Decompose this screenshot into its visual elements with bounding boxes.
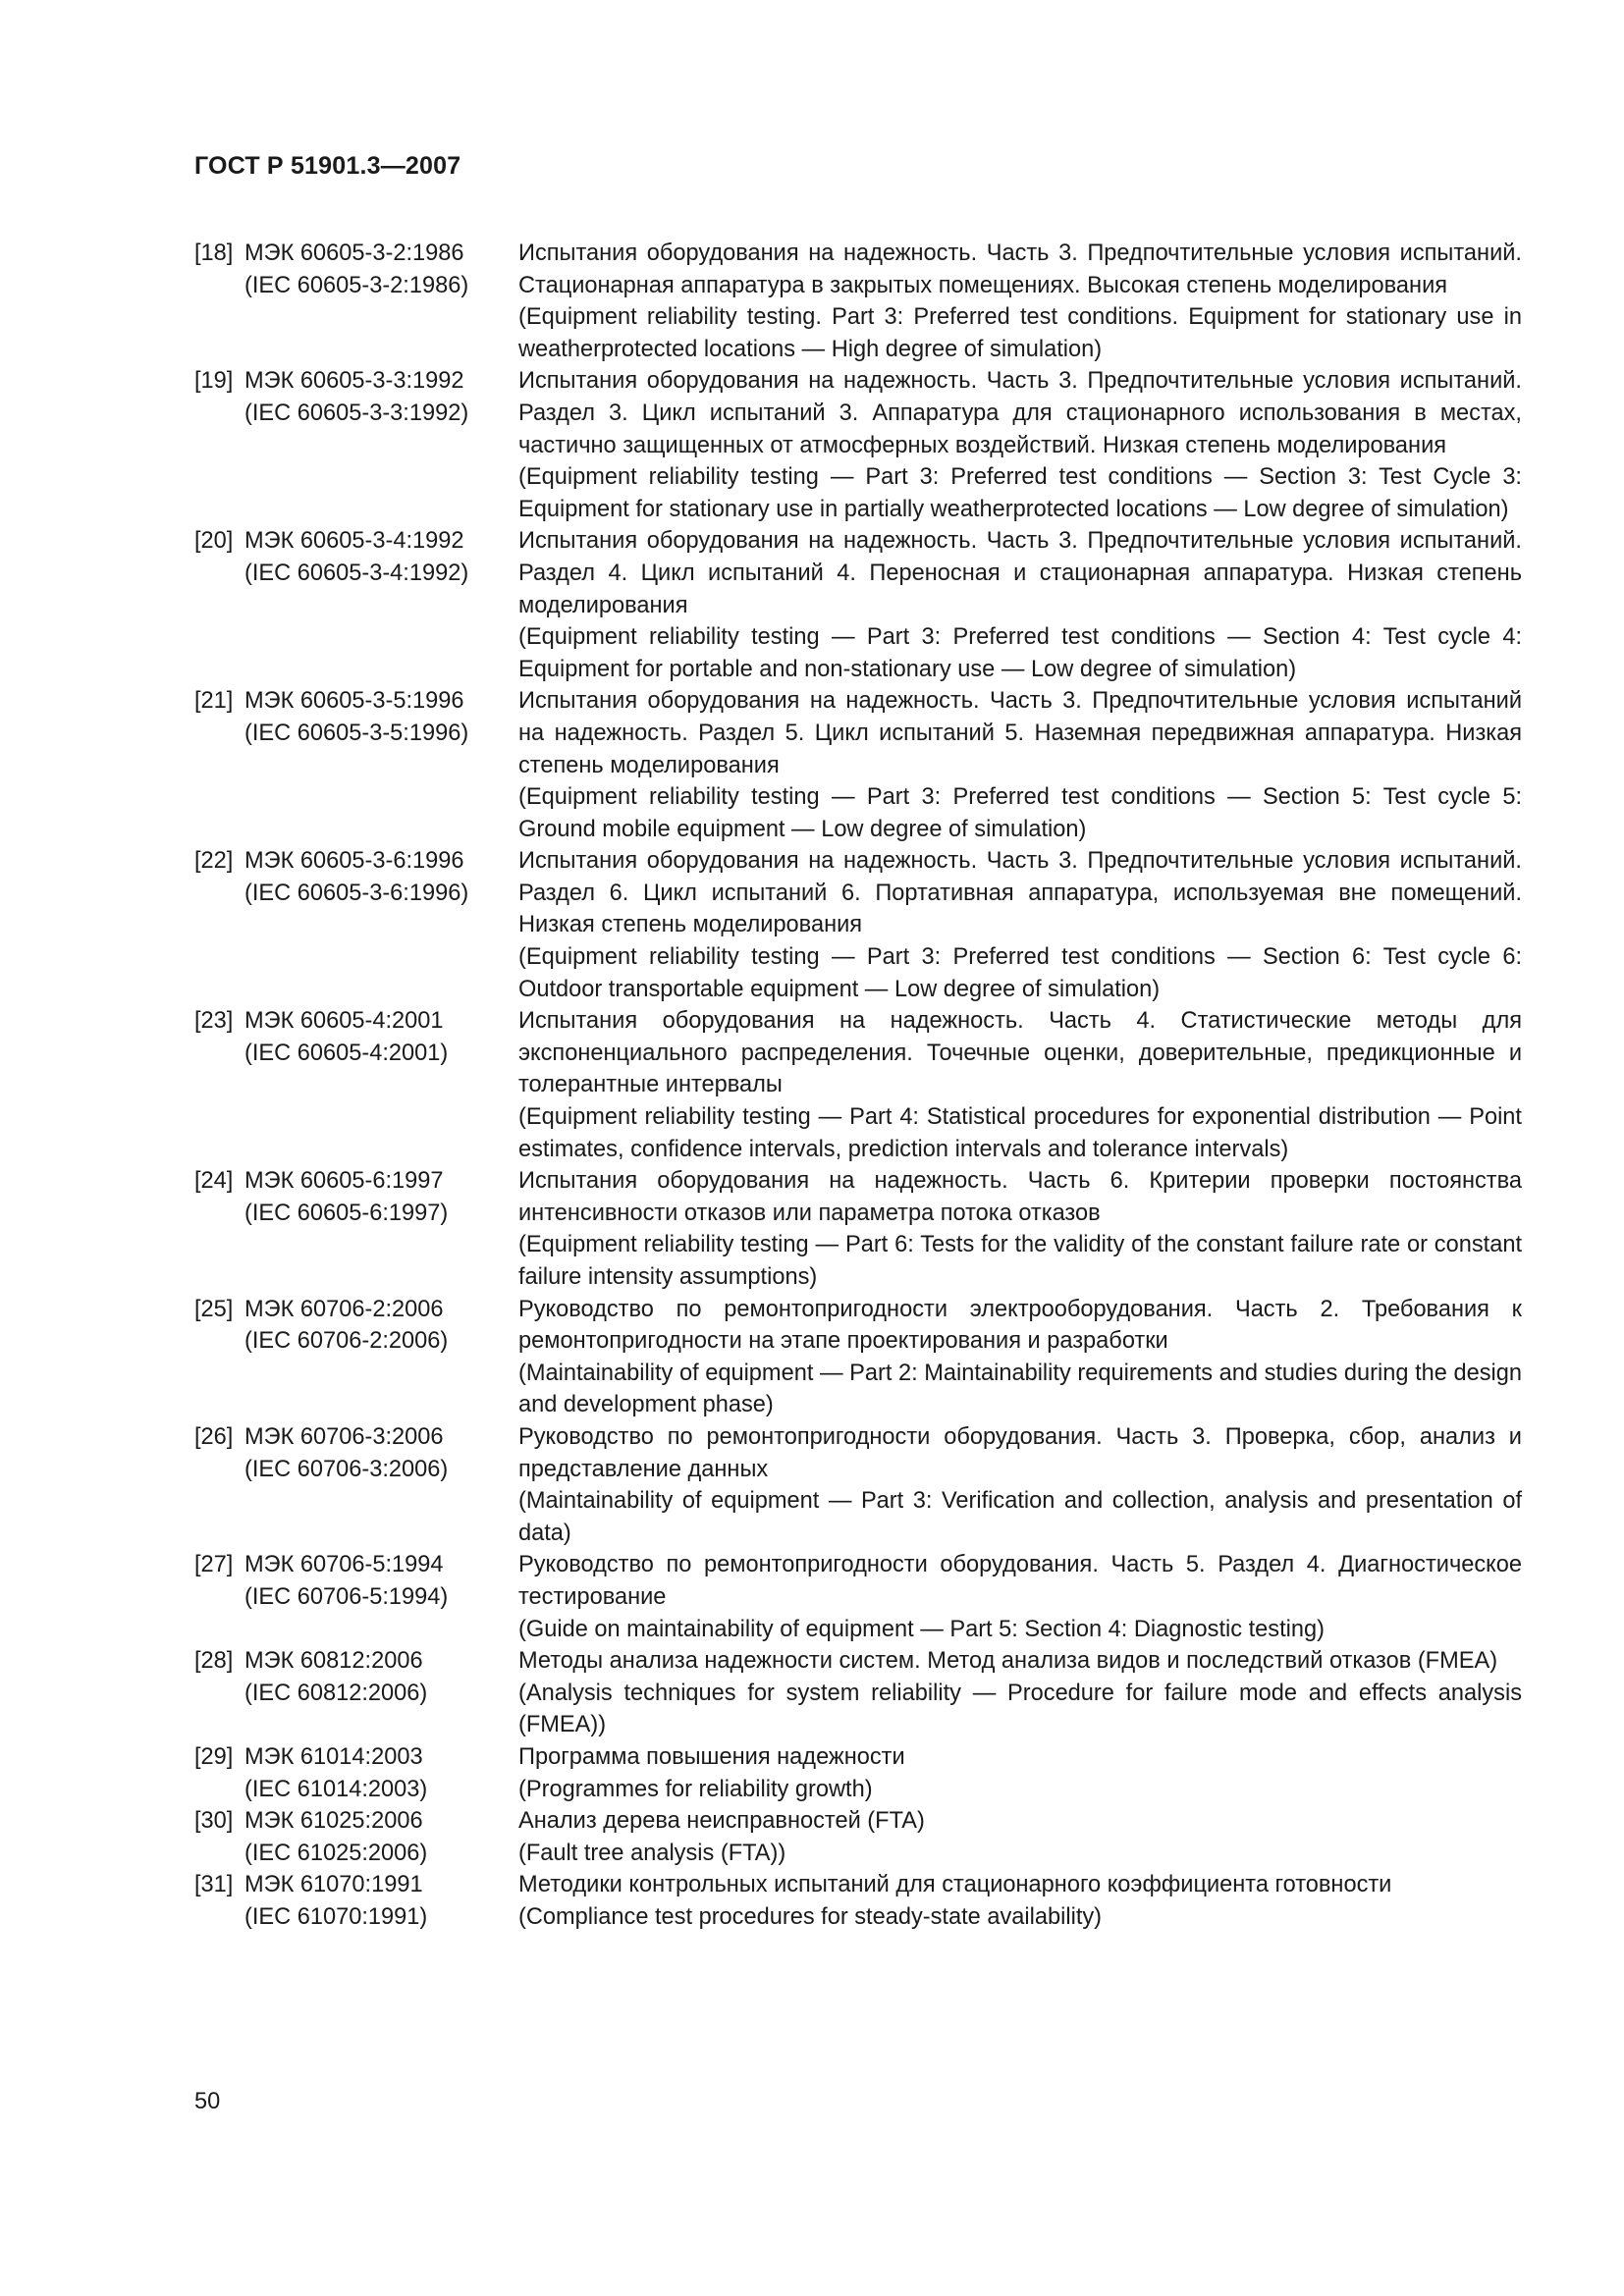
reference-title-en: (Guide on maintainability of equipment — Part 5: Section 4: Diagnostic testing) <box>518 1616 1325 1642</box>
reference-iec-code: (IEC 60706-2:2006) <box>244 1328 449 1355</box>
reference-iec-code: (IEC 60605-3-2:1986) <box>244 272 469 298</box>
reference-item <box>194 1549 1522 1645</box>
reference-title-en: (Equipment reliability testing — Part 6: Tests for the validity of the constant failure rate or constant failure intensity assumptions) <box>518 1232 1522 1290</box>
reference-mek-code: МЭК 60605-3-6:1996 <box>244 848 464 875</box>
reference-body <box>518 238 1522 365</box>
reference-number: [23] <box>194 1008 234 1035</box>
reference-title-ru: Анализ дерева неисправностей (FTA) <box>518 1808 925 1835</box>
reference-item <box>194 1165 1522 1293</box>
reference-title-ru: Испытания оборудования на надежность. Часть 3. Предпочтительные условия испытаний. Раздел 6. Цикл испытаний 6. Портативная аппаратура, используемая вне помещений. Низкая степень моделирования <box>518 848 1522 938</box>
reference-item <box>194 365 1522 525</box>
reference-number: [18] <box>194 240 234 266</box>
reference-id <box>194 1805 518 1869</box>
reference-mek-code: МЭК 60706-5:1994 <box>244 1552 444 1578</box>
reference-title-en: (Compliance test procedures for steady-state availability) <box>518 1903 1103 1930</box>
reference-number: [22] <box>194 848 234 875</box>
reference-iec-code: (IEC 61025:2006) <box>244 1840 428 1866</box>
reference-body <box>518 1869 1522 1933</box>
reference-id <box>194 1005 518 1069</box>
reference-iec-code: (IEC 60706-5:1994) <box>244 1583 449 1610</box>
reference-mek-code: МЭК 60812:2006 <box>244 1648 423 1675</box>
reference-number: [27] <box>194 1552 234 1578</box>
reference-number: [31] <box>194 1872 234 1898</box>
reference-body <box>518 685 1522 845</box>
reference-iec-code: (IEC 60605-6:1997) <box>244 1200 449 1226</box>
reference-iec-code: (IEC 61014:2003) <box>244 1776 428 1802</box>
page-number: 50 <box>194 2089 221 2114</box>
reference-number: [25] <box>194 1296 234 1322</box>
reference-title-en: (Equipment reliability testing — Part 3: Preferred test conditions — Section 3: Test Cycle 3: Equipment for stationary use in partially weatherprotected locations — Low degree of simulation) <box>518 464 1522 522</box>
reference-title-en: (Maintainability of equipment — Part 3: Verification and collection, analysis and presentation of data) <box>518 1488 1522 1546</box>
reference-iec-code: (IEC 60605-3-4:1992) <box>244 560 469 586</box>
reference-iec-code: (IEC 60605-3-5:1996) <box>244 720 469 746</box>
reference-body <box>518 845 1522 1005</box>
reference-id <box>194 365 518 429</box>
reference-number: [29] <box>194 1743 234 1770</box>
reference-mek-code: МЭК 61025:2006 <box>244 1808 423 1835</box>
reference-number: [19] <box>194 368 234 395</box>
reference-item <box>194 845 1522 1005</box>
reference-id <box>194 238 518 301</box>
reference-iec-code: (IEC 60605-3-3:1992) <box>244 400 469 426</box>
reference-title-en: (Equipment reliability testing — Part 3: Preferred test conditions — Section 5: Test cycle 5: Ground mobile equipment — Low degree of simulation) <box>518 784 1522 842</box>
reference-mek-code: МЭК 60605-3-4:1992 <box>244 528 464 555</box>
reference-iec-code: (IEC 61070:1991) <box>244 1903 428 1930</box>
reference-body <box>518 1549 1522 1645</box>
reference-item <box>194 1869 1522 1933</box>
reference-title-ru: Методики контрольных испытаний для стационарного коэффициента готовности <box>518 1872 1392 1898</box>
reference-title-ru: Руководство по ремонтопригодности оборудования. Часть 5. Раздел 4. Диагностическое тестирование <box>518 1552 1522 1610</box>
reference-number: [30] <box>194 1808 234 1835</box>
reference-title-ru: Испытания оборудования на надежность. Часть 3. Предпочтительные условия испытаний. Раздел 3. Цикл испытаний 3. Аппаратура для стационарного использования в местах, частично защищенных от атмосферных воздействий. Низкая степень моделирования <box>518 368 1522 458</box>
reference-title-ru: Испытания оборудования на надежность. Часть 6. Критерии проверки постоянства интенсивности отказов или параметра потока отказов <box>518 1168 1522 1226</box>
reference-iec-code: (IEC 60605-3-6:1996) <box>244 880 469 906</box>
reference-title-en: (Fault tree analysis (FTA)) <box>518 1840 786 1866</box>
reference-number: [20] <box>194 528 234 555</box>
reference-title-en: (Maintainability of equipment — Part 2: Maintainability requirements and studies during the design and development phase) <box>518 1360 1522 1418</box>
reference-id <box>194 845 518 909</box>
reference-item <box>194 238 1522 365</box>
reference-body <box>518 1294 1522 1421</box>
reference-mek-code: МЭК 60605-3-3:1992 <box>244 368 464 395</box>
reference-mek-code: МЭК 60605-3-5:1996 <box>244 688 464 715</box>
reference-number: [26] <box>194 1423 234 1450</box>
reference-item <box>194 685 1522 845</box>
reference-item <box>194 1805 1522 1869</box>
document-header: ГОСТ Р 51901.3—2007 <box>194 152 461 180</box>
reference-number: [24] <box>194 1168 234 1195</box>
reference-title-en: (Programmes for reliability growth) <box>518 1776 873 1802</box>
reference-title-ru: Программа повышения надежности <box>518 1743 905 1770</box>
reference-mek-code: МЭК 60605-4:2001 <box>244 1008 444 1035</box>
reference-list <box>194 238 1522 1933</box>
reference-mek-code: МЭК 60706-3:2006 <box>244 1423 444 1450</box>
reference-body <box>518 1005 1522 1165</box>
reference-number: [28] <box>194 1648 234 1675</box>
reference-body <box>518 1805 1522 1869</box>
reference-title-ru: Руководство по ремонтопригодности электрооборудования. Часть 2. Требования к ремонтопригодности на этапе проектирования и разработки <box>518 1296 1522 1355</box>
reference-id <box>194 1165 518 1229</box>
reference-body <box>518 365 1522 525</box>
reference-body <box>518 525 1522 685</box>
reference-mek-code: МЭК 60706-2:2006 <box>244 1296 444 1322</box>
reference-item <box>194 1005 1522 1165</box>
reference-id <box>194 525 518 589</box>
reference-title-ru: Испытания оборудования на надежность. Часть 3. Предпочтительные условия испытаний. Стационарная аппаратура в закрытых помещениях. Высокая степень моделирования <box>518 240 1522 298</box>
reference-mek-code: МЭК 61014:2003 <box>244 1743 423 1770</box>
reference-body <box>518 1645 1522 1741</box>
reference-iec-code: (IEC 60812:2006) <box>244 1680 428 1706</box>
reference-iec-code: (IEC 60706-3:2006) <box>244 1456 449 1482</box>
reference-body <box>518 1741 1522 1805</box>
reference-title-en: (Analysis techniques for system reliability — Procedure for failure mode and effects analysis (FMEA)) <box>518 1680 1522 1738</box>
reference-body <box>518 1165 1522 1293</box>
reference-item <box>194 1294 1522 1421</box>
reference-mek-code: МЭК 60605-3-2:1986 <box>244 240 464 266</box>
reference-item <box>194 525 1522 685</box>
reference-title-en: (Equipment reliability testing — Part 4: Statistical procedures for exponential distribution — Point estimates, confidence intervals, prediction intervals and tolerance intervals) <box>518 1104 1522 1162</box>
reference-id <box>194 1421 518 1485</box>
reference-item <box>194 1741 1522 1805</box>
reference-id <box>194 1869 518 1933</box>
reference-number: [21] <box>194 688 234 715</box>
reference-iec-code: (IEC 60605-4:2001) <box>244 1040 449 1066</box>
reference-id <box>194 1741 518 1805</box>
reference-title-ru: Испытания оборудования на надежность. Часть 3. Предпочтительные условия испытаний на надежность. Раздел 5. Цикл испытаний 5. Наземная передвижная аппаратура. Низкая степень моделирования <box>518 688 1522 778</box>
reference-id <box>194 1645 518 1709</box>
reference-mek-code: МЭК 60605-6:1997 <box>244 1168 444 1195</box>
reference-id <box>194 1549 518 1613</box>
reference-body <box>518 1421 1522 1549</box>
reference-title-en: (Equipment reliability testing. Part 3: Preferred test conditions. Equipment for stationary use in weatherprotected locations — High degree of simulation) <box>518 304 1522 362</box>
reference-title-ru: Испытания оборудования на надежность. Часть 3. Предпочтительные условия испытаний. Раздел 4. Цикл испытаний 4. Переносная и стационарная аппаратура. Низкая степень моделирования <box>518 528 1522 618</box>
reference-title-ru: Руководство по ремонтопригодности оборудования. Часть 3. Проверка, сбор, анализ и представление данных <box>518 1423 1522 1482</box>
reference-mek-code: МЭК 61070:1991 <box>244 1872 423 1898</box>
reference-id <box>194 685 518 749</box>
reference-item <box>194 1645 1522 1741</box>
reference-title-ru: Методы анализа надежности систем. Метод анализа видов и последствий отказов (FMEA) <box>518 1648 1498 1675</box>
reference-title-ru: Испытания оборудования на надежность. Часть 4. Статистические методы для экспоненциального распределения. Точечные оценки, доверительные, предикционные и толерантные интервалы <box>518 1008 1522 1098</box>
reference-item <box>194 1421 1522 1549</box>
reference-id <box>194 1294 518 1358</box>
reference-title-en: (Equipment reliability testing — Part 3: Preferred test conditions — Section 6: Test cycle 6: Outdoor transportable equipment — Low degree of simulation) <box>518 944 1522 1002</box>
reference-title-en: (Equipment reliability testing — Part 3: Preferred test conditions — Section 4: Test cycle 4: Equipment for portable and non-stationary use — Low degree of simulation) <box>518 624 1522 682</box>
